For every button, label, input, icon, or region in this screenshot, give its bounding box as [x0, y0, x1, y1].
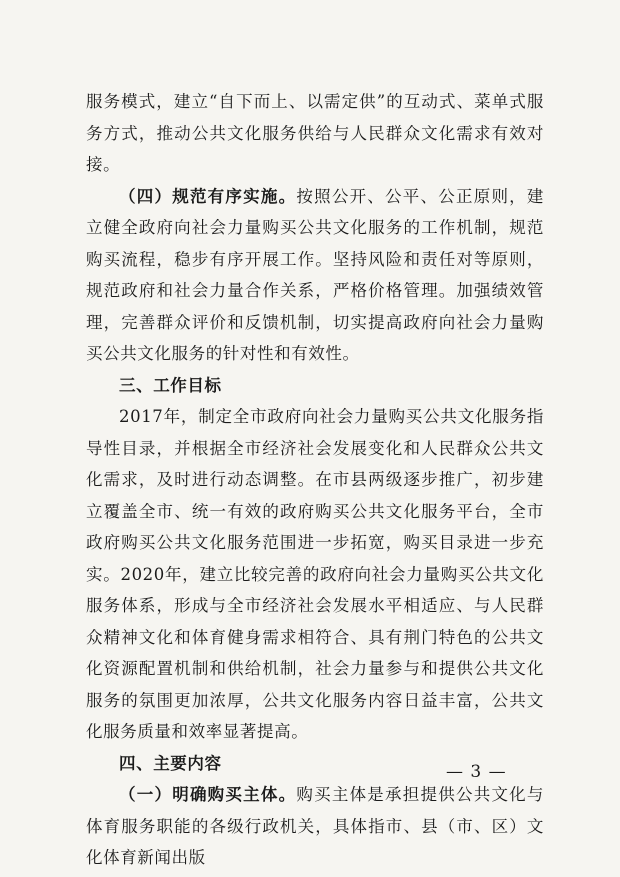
paragraph-purchaser — [86, 779, 544, 874]
paragraph-purchaser-heading: （一）明确购买主体。 — [119, 785, 297, 804]
paragraph-regulate — [86, 181, 544, 370]
paragraph-regulate-heading: （四）规范有序实施。 — [119, 186, 297, 206]
page-number: — 3 — — [446, 762, 507, 782]
body-text — [86, 86, 544, 874]
section-heading-content: 四、主要内容 — [119, 753, 222, 773]
paragraph-regulate-body: 按照公开、公平、公正原则，建立健全政府向社会力量购买公共文化服务的工作机制，规范购买流程，稳步有序开展工作。坚持风险和责任对等原则，规范政府和社会力量合作关系，严格价格管理。加强绩效管理，完善群众评价和反馈机制，切实提高政府向社会力量购买公共文化服务的针对性和有效性。 — [86, 186, 545, 363]
section-heading-goals: 三、工作目标 — [119, 375, 222, 395]
paragraph-goals: 2017年，制定全市政府向社会力量购买公共文化服务指导性目录，并根据全市经济社会发展变化和人民群众公共文化需求，及时进行动态调整。在市县两级逐步推广，初步建立覆盖全市、统一有效的政府购买公共文化服务平台，全市政府购买公共文化服务范围进一步拓宽，购买目录进一步充实。2020年，建立比较完善的政府向社会力量购买公共文化服务体系，形成与全市经济社会发展水平相适应、与人民群众精神文化和体育健身需求相符合、具有荆门特色的公共文化资源配置机制和供给机制，社会力量参与和提供公共文化服务的氛围更加浓厚，公共文化服务内容日益丰富，公共文化服务质量和效率显著提高。 — [86, 407, 544, 741]
paragraph-1: 服务模式，建立“自下而上、以需定供”的互动式、菜单式服务方式，推动公共文化服务供给与人民群众文化需求有效对接。 — [86, 92, 544, 174]
paragraph-purchaser-body: 购买主体是承担提供公共文化与体育服务职能的各级行政机关，具体指市、县（市、区）文化体育新闻出版 — [86, 785, 545, 867]
